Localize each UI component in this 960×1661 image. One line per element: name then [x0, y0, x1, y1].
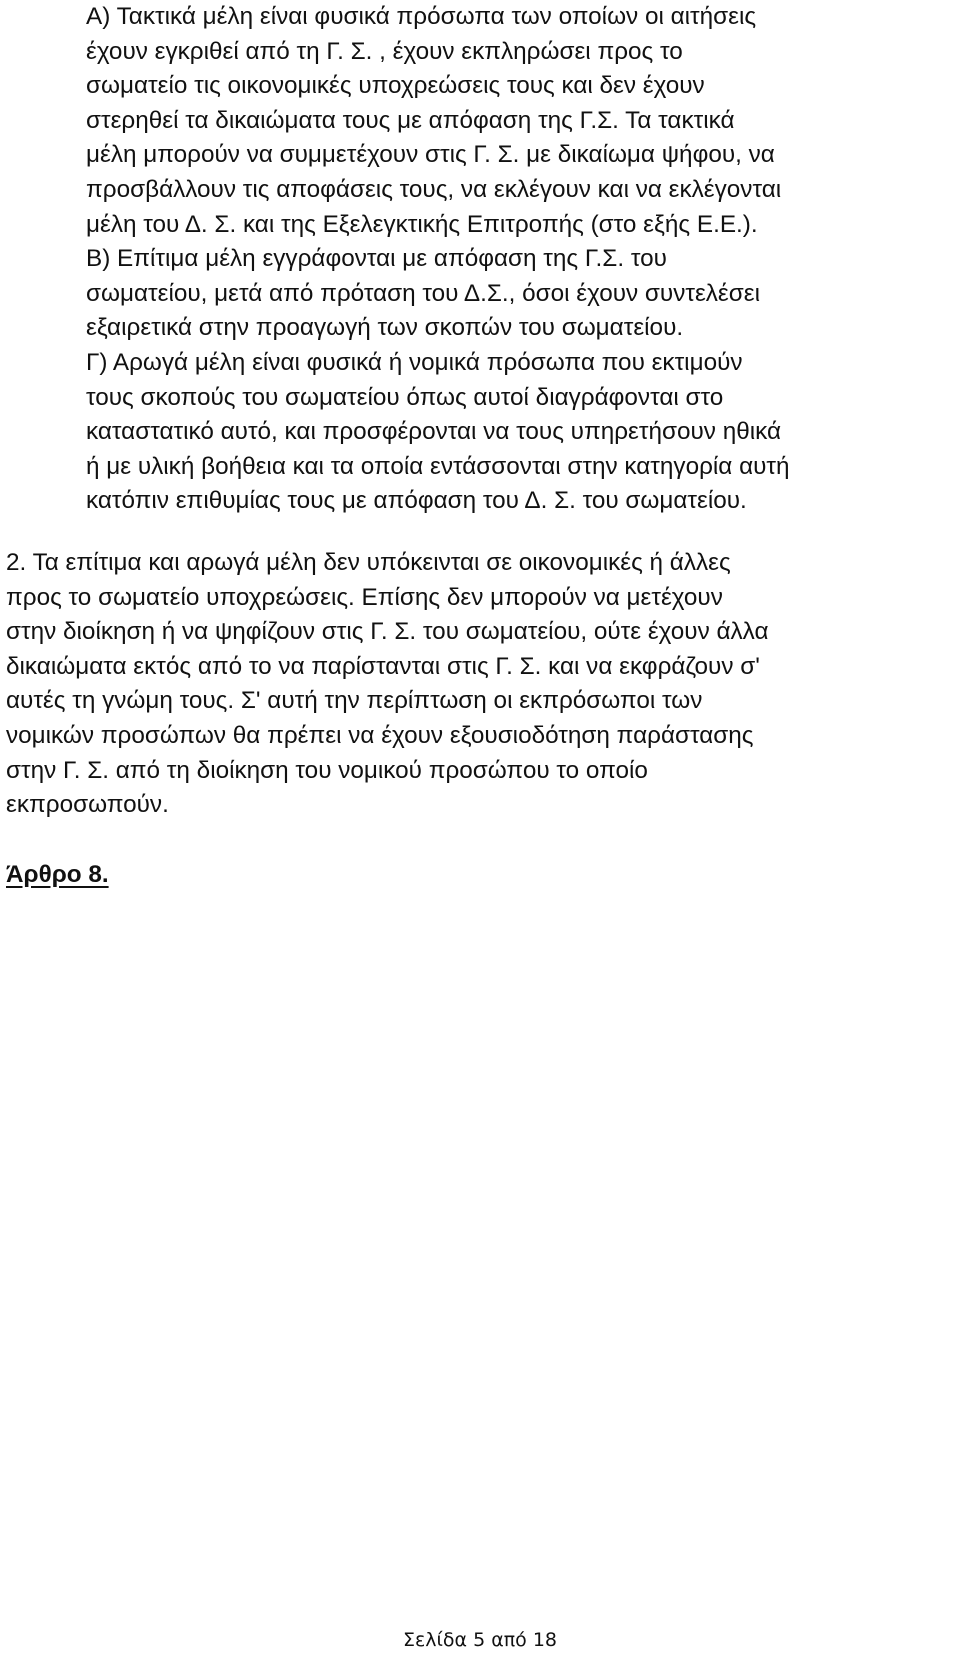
text-line: νομικών προσώπων θα πρέπει να έχουν εξουσιοδότηση παράστασης	[6, 721, 754, 749]
text-line: Α) Τακτικά μέλη είναι φυσικά πρόσωπα των οποίων οι αιτήσεις	[86, 3, 757, 30]
page-number-footer: Σελίδα 5 από 18	[402, 1629, 558, 1651]
text-line: μέλη μπορούν να συμμετέχουν στις Γ. Σ. με δικαίωμα ψήφου, να	[86, 141, 775, 169]
text-line: σωματείου, μετά από πρόταση του Δ.Σ., όσοι έχουν συντελέσει	[86, 279, 760, 307]
text-line: 2. Τα επίτιμα και αρωγά μέλη δεν υπόκεινται σε οικονομικές ή άλλες	[6, 549, 731, 576]
text-line: Γ) Αρωγά μέλη είναι φυσικά ή νομικά πρόσωπα που εκτιμούν	[86, 348, 743, 376]
text-line: έχουν εγκριθεί από τη Γ. Σ. , έχουν εκπληρώσει προς το	[86, 37, 683, 65]
membership-clauses	[86, 0, 946, 519]
text-line: στην Γ. Σ. από τη διοίκηση του νομικού προσώπου το οποίο	[6, 756, 648, 784]
text-line: Β) Επίτιμα μέλη εγγράφονται με απόφαση της Γ.Σ. του	[86, 245, 667, 273]
text-line: σωματείο τις οικονομικές υποχρεώσεις τους και δεν έχουν	[86, 72, 705, 100]
text-line: αυτές τη γνώμη τους. Σ' αυτή την περίπτωση οι εκπρόσωποι των	[6, 687, 703, 715]
text-line: μέλη του Δ. Σ. και της Εξελεγκτικής Επιτροπής (στο εξής Ε.Ε.).	[86, 210, 758, 238]
text-line: κατόπιν επιθυμίας τους με απόφαση του Δ. Σ. του σωματείου.	[86, 487, 747, 515]
paragraph-2	[6, 546, 951, 823]
text-line: ή με υλική βοήθεια και τα οποία εντάσσονται στην κατηγορία αυτή	[86, 452, 790, 480]
text-line: προσβάλλουν τις αποφάσεις τους, να εκλέγουν και να εκλέγονται	[86, 175, 782, 203]
text-line: εκπροσωπούν.	[6, 791, 169, 819]
text-line: στην διοίκηση ή να ψηφίζουν στις Γ. Σ. του σωματείου, ούτε έχουν άλλα	[6, 618, 769, 646]
text-line: δικαιώματα εκτός από το να παρίστανται στις Γ. Σ. και να εκφράζουν σ'	[6, 652, 760, 680]
text-line: τους σκοπούς του σωματείου όπως αυτοί διαγράφονται στο	[86, 383, 724, 411]
text-line: προς το σωματείο υποχρεώσεις. Επίσης δεν μπορούν να μετέχουν	[6, 583, 723, 611]
article-heading: Άρθρο 8.	[6, 861, 109, 888]
text-line: στερηθεί τα δικαιώματα τους με απόφαση της Γ.Σ. Τα τακτικά	[86, 106, 735, 134]
text-line: καταστατικό αυτό, και προσφέρονται να τους υπηρετήσουν ηθικά	[86, 418, 782, 446]
text-line: εξαιρετικά στην προαγωγή των σκοπών του σωματείου.	[86, 314, 684, 342]
